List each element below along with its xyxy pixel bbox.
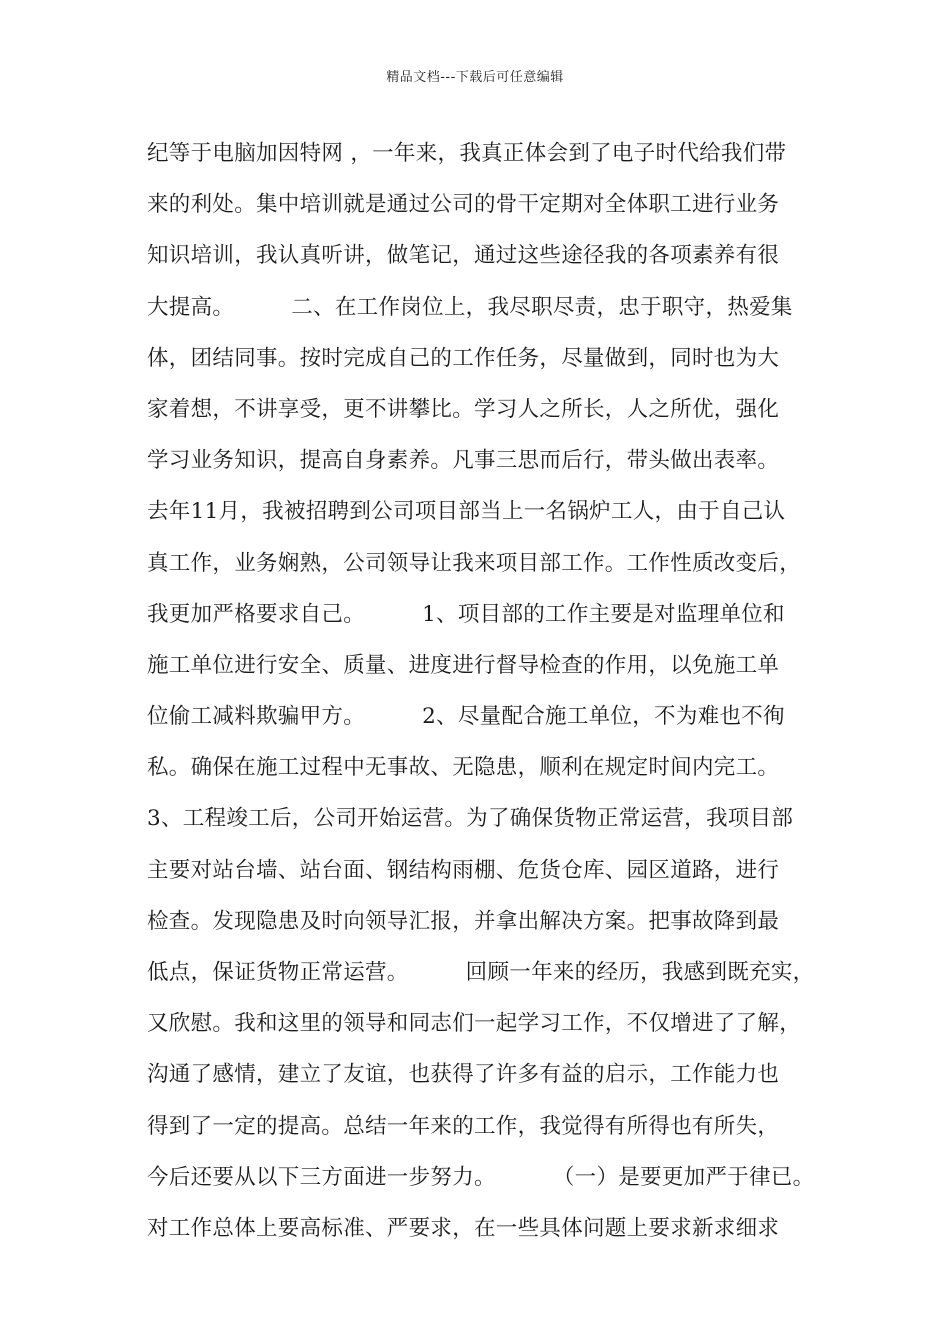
text-line: 来的利处。集中培训就是通过公司的骨干定期对全体职工进行业务 — [147, 192, 780, 218]
text-line: 低点，保证货物正常运营。 回顾一年来的经历，我感到既充实， — [147, 960, 815, 985]
text-line: 今后还要从以下三方面进一步努力。 （一）是要更加严于律已。 — [147, 1164, 815, 1190]
page-header: 精品文档---下载后可任意编辑 — [386, 70, 564, 85]
text-line: 我更加严格要求自己。 1、项目部的工作主要是对监理单位和 — [147, 601, 785, 627]
body-text — [147, 128, 837, 1254]
text-line: 学习业务知识，提高自身素养。凡事三思而后行，带头做出表率。 — [147, 448, 780, 474]
text-line: 又欣慰。我和这里的领导和同志们一起学习工作，不仅增进了了解， — [147, 1011, 802, 1037]
text-line: 家着想，不讲享受，更不讲攀比。学习人之所长，人之所优，强化 — [147, 396, 780, 422]
text-line: 施工单位进行安全、质量、进度进行督导检查的作用，以免施工单 — [147, 652, 780, 678]
text-line: 沟通了感情，建立了友谊，也获得了许多有益的启示，工作能力也 — [147, 1062, 780, 1088]
text-line: 知识培训，我认真听讲，做笔记，通过这些途径我的各项素养有很 — [147, 243, 780, 269]
text-line: 位偷工减料欺骗甲方。 2、尽量配合施工单位，不为难也不徇 — [147, 704, 785, 730]
text-line: 检查。发现隐患及时向领导汇报，并拿出解决方案。把事故降到最 — [147, 908, 780, 934]
text-line: 去年11月，我被招聘到公司项目部当上一名锅炉工人，由于自己认 — [147, 499, 786, 525]
text-line: 纪等于电脑加因特网 ，一年来，我真正体会到了电子时代给我们带 — [147, 141, 787, 166]
text-line: 体，团结同事。按时完成自己的工作任务，尽量做到，同时也为大 — [147, 345, 780, 371]
text-line: 真工作，业务娴熟，公司领导让我来项目部工作。工作性质改变后， — [147, 550, 802, 576]
text-line: 大提高。 二、在工作岗位上，我尽职尽责，忠于职守，热爱集 — [147, 294, 793, 320]
text-line: 3、工程竣工后，公司开始运营。为了确保货物正常运营，我项目部 — [147, 806, 794, 832]
text-line: 私。确保在施工过程中无事故、无隐患，顺利在规定时间内完工。 — [147, 755, 780, 781]
text-line: 得到了一定的提高。总结一年来的工作，我觉得有所得也有所失， — [147, 1113, 780, 1139]
text-line: 对工作总体上要高标准、严要求，在一些具体问题上要求新求细求 — [147, 1215, 780, 1241]
text-line: 主要对站台墙、站台面、钢结构雨棚、危货仓库、园区道路，进行 — [147, 857, 780, 883]
